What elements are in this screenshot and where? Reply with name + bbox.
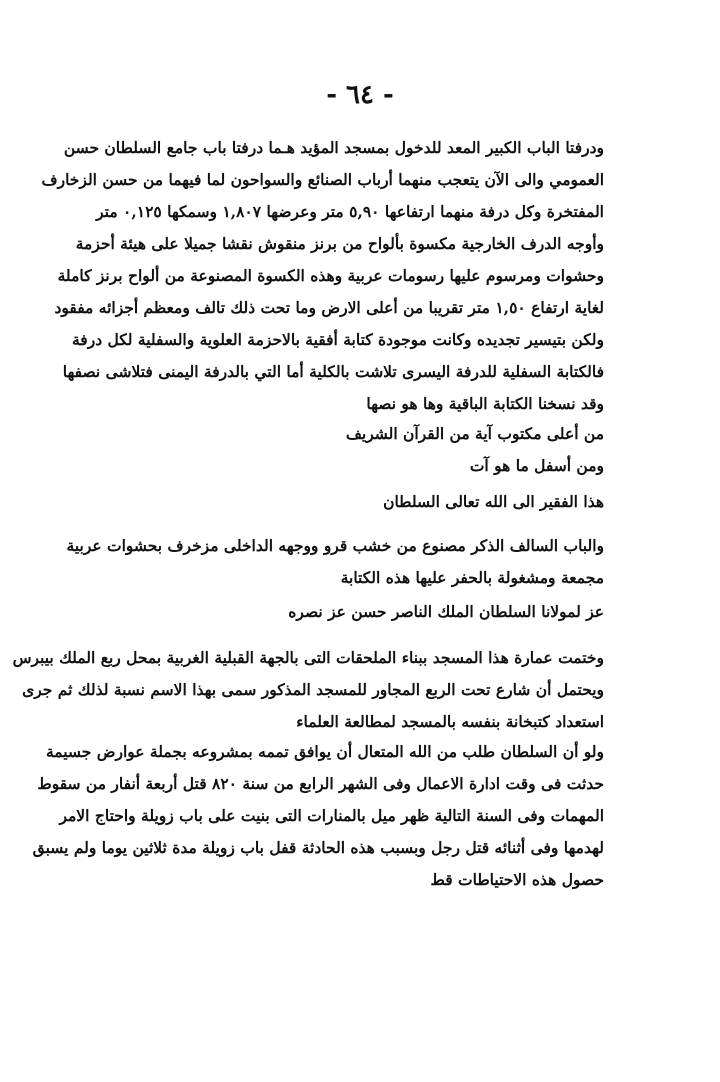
paragraph-incidents: [4, 736, 604, 896]
text-line: ولكن بتيسير تجديده وكانت موجودة كتابة أفقية بالاحزمة العلوية والسفلية لكل درفة: [72, 330, 604, 349]
text-line: استعداد كتبخانة بنفسه بالمسجد لمطالعة العلماء: [296, 712, 604, 731]
text-line: وقد نسخنا الكتابة الباقية وها هو نصها: [366, 394, 604, 413]
text-line: ويحتمل أن شارع تحت الربع المجاور للمسجد المذكور سمى بهذا الاسم نسبة لذلك ثم جرى: [22, 680, 604, 699]
text-line: فالكتابة السفلية للدرفة اليسرى تلاشت بالكلية أما التي بالدرفة اليمنى فتلاشى نصفها: [62, 362, 604, 381]
paragraph-sultan-inscription: [4, 596, 604, 628]
text-line: عز لمولانا السلطان الملك الناصر حسن عز نصره: [288, 602, 604, 621]
paragraph-inscription-text: [4, 486, 604, 518]
text-line: هذا الفقير الى الله تعالى السلطان: [383, 492, 604, 511]
text-line: حدثت فى وقت ادارة الاعمال وفى الشهر الرابع من سنة ٨٢٠ قتل أربعة أنفار من سقوط: [37, 774, 604, 793]
paragraph-bottom-intro: [4, 450, 604, 482]
page-number: - ٦٤ -: [326, 80, 394, 110]
paragraph-top-inscription: [4, 418, 604, 450]
text-line: لهدمها وفى أثنائه قتل رجل وبسبب هذه الحادثة قفل باب زويلة مدة ثلاثين يوما ولم يسبق: [32, 838, 604, 857]
paragraph-completion: [4, 642, 604, 738]
text-line: حصول هذه الاحتياطات قط: [430, 870, 604, 889]
text-line: لغاية ارتفاع ١,٥٠ متر تقريبا من أعلى الارض وما تحت ذلك تالف ومعظم أجزائه مفقود: [54, 298, 604, 317]
text-line: والباب السالف الذكر مصنوع من خشب قرو ووجهه الداخلى مزخرف بحشوات عربية: [66, 536, 604, 555]
text-line: ولو أن السلطان طلب من الله المتعال أن يوافق تممه بمشروعه بجملة عوارض جسيمة: [45, 742, 604, 761]
text-line: المهمات وفى السنة التالية ظهر ميل بالمنارات التى بنيت على باب زويلة واحتاج الامر: [59, 806, 604, 825]
text-line: ودرفتا الباب الكبير المعد للدخول بمسجد المؤيد هـما درفتا باب جامع السلطان حسن: [63, 138, 604, 157]
text-line: من أعلى مكتوب آية من القرآن الشريف: [345, 424, 604, 443]
text-line: المفتخرة وكل درفة منهما ارتفاعها ٥,٩٠ متر وعرضها ١,٨٠٧ وسمكها ٠,١٢٥ متر: [96, 202, 604, 221]
text-line: وحشوات ومرسوم عليها رسومات عربية وهذه الكسوة المصنوعة من ألواح برنز كاملة: [57, 266, 604, 285]
text-line: وأوجه الدرف الخارجية مكسوة بألواح من برنز منقوش نقشا جميلا على هيئة أحزمة: [75, 234, 604, 253]
text-line: مجمعة ومشغولة بالحفر عليها هذه الكتابة: [340, 568, 604, 587]
text-line: وختمت عمارة هذا المسجد ببناء الملحقات التى بالجهة القبلية الغربية بمحل ربع الملك بيبرس: [12, 648, 604, 667]
paragraph-door-description: [4, 132, 604, 420]
text-line: العمومي والى الآن يتعجب منهما أرباب الصنائع والسواحون لما فيهما من حسن الزخارف: [41, 170, 604, 189]
paragraph-inner-face: [4, 530, 604, 594]
text-line: ومن أسفل ما هو آت: [469, 456, 604, 475]
